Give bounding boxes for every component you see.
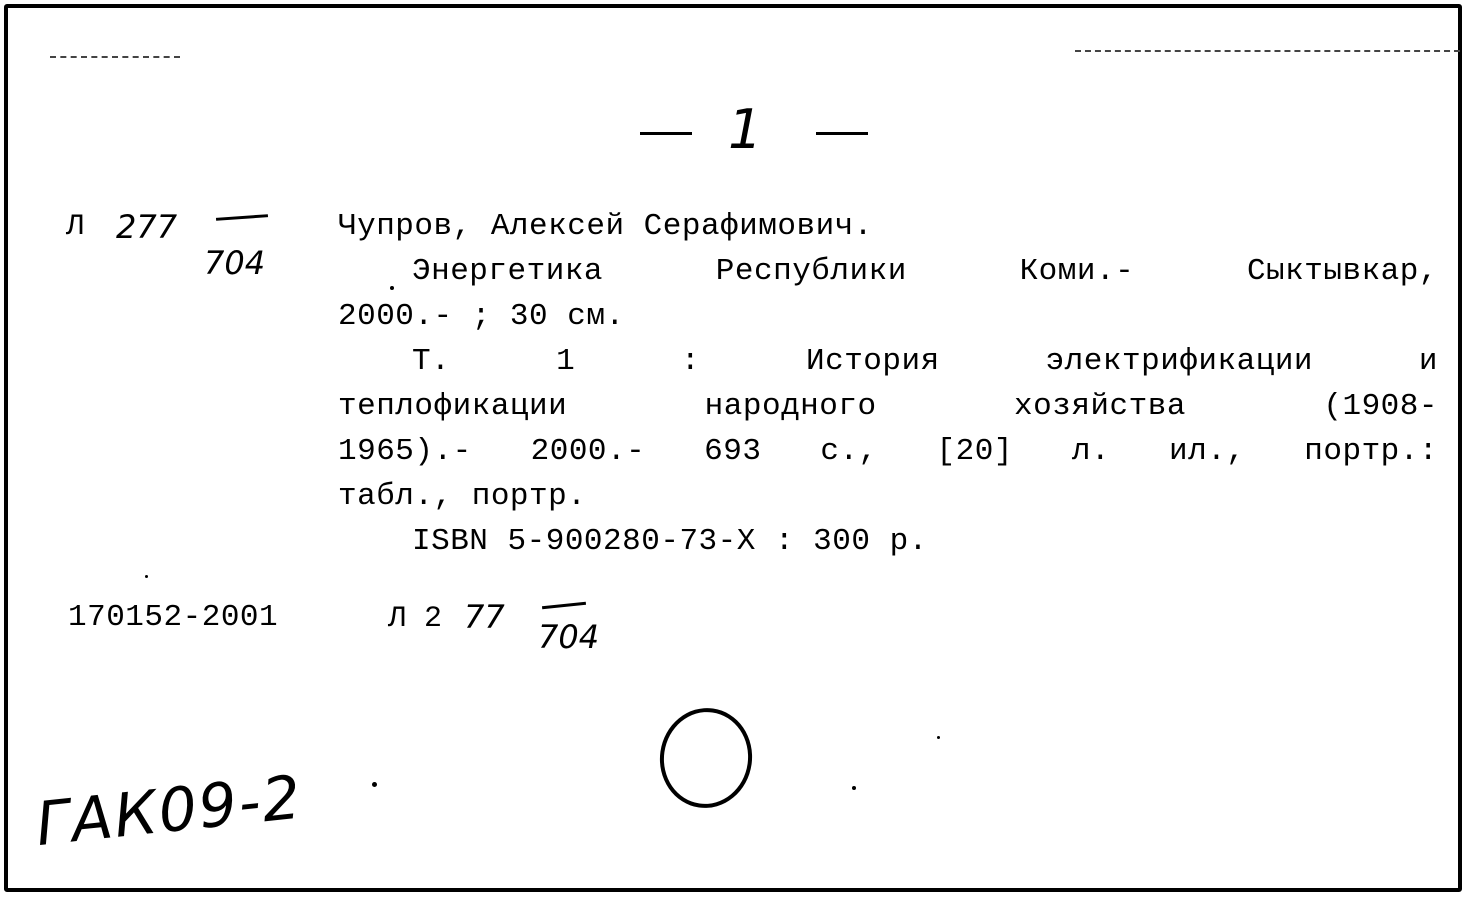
entry-author: Чупров, Алексей Серафимович.: [338, 209, 873, 244]
entry-title: Энергетика Республики Коми.- Сыктывкар,: [412, 254, 1438, 289]
speck: [937, 736, 940, 739]
entry-volume-line-3: 1965).- 2000.- 693 с., [20] л. ил., портр.:: [338, 434, 1438, 469]
handwritten-signature: ГАК09-2: [32, 762, 306, 860]
entry-imprint: 2000.- ; 30 см.: [338, 299, 625, 334]
shelf-mark-overline: [216, 214, 268, 221]
footer-shelf-mark: [388, 598, 648, 668]
shelf-mark-sub: 704: [204, 244, 266, 282]
bibliographic-entry: [338, 204, 1438, 564]
shelf-mark-printed: Л: [66, 210, 85, 244]
speck: [372, 782, 377, 787]
record-code: 170152-2001: [68, 600, 279, 635]
footer-shelf-main: 77: [464, 598, 505, 636]
shelf-mark: [66, 204, 306, 284]
shelf-mark-main: 277: [116, 208, 178, 246]
speck: [390, 286, 394, 290]
entry-isbn: ISBN 5-900280-73-X : 300 р.: [412, 524, 928, 559]
speck: [145, 575, 148, 578]
card-number-dash-right: [816, 132, 868, 135]
top-left-dash: [50, 56, 180, 58]
entry-volume-line-2: теплофикации народного хозяйства (1908-: [338, 389, 1438, 424]
entry-volume-line-4: табл., портр.: [338, 479, 587, 514]
card-number-dash-left: [640, 132, 692, 135]
footer-shelf-printed: Л 2: [388, 602, 443, 636]
top-right-dash: [1075, 50, 1460, 52]
speck: [852, 786, 856, 790]
footer-shelf-overline: [542, 602, 586, 610]
card-number-value: 1: [728, 98, 763, 161]
card-number: [636, 100, 906, 170]
entry-volume-line-1: Т. 1 : История электрификации и: [412, 344, 1438, 379]
footer-shelf-sub: 704: [538, 618, 600, 656]
